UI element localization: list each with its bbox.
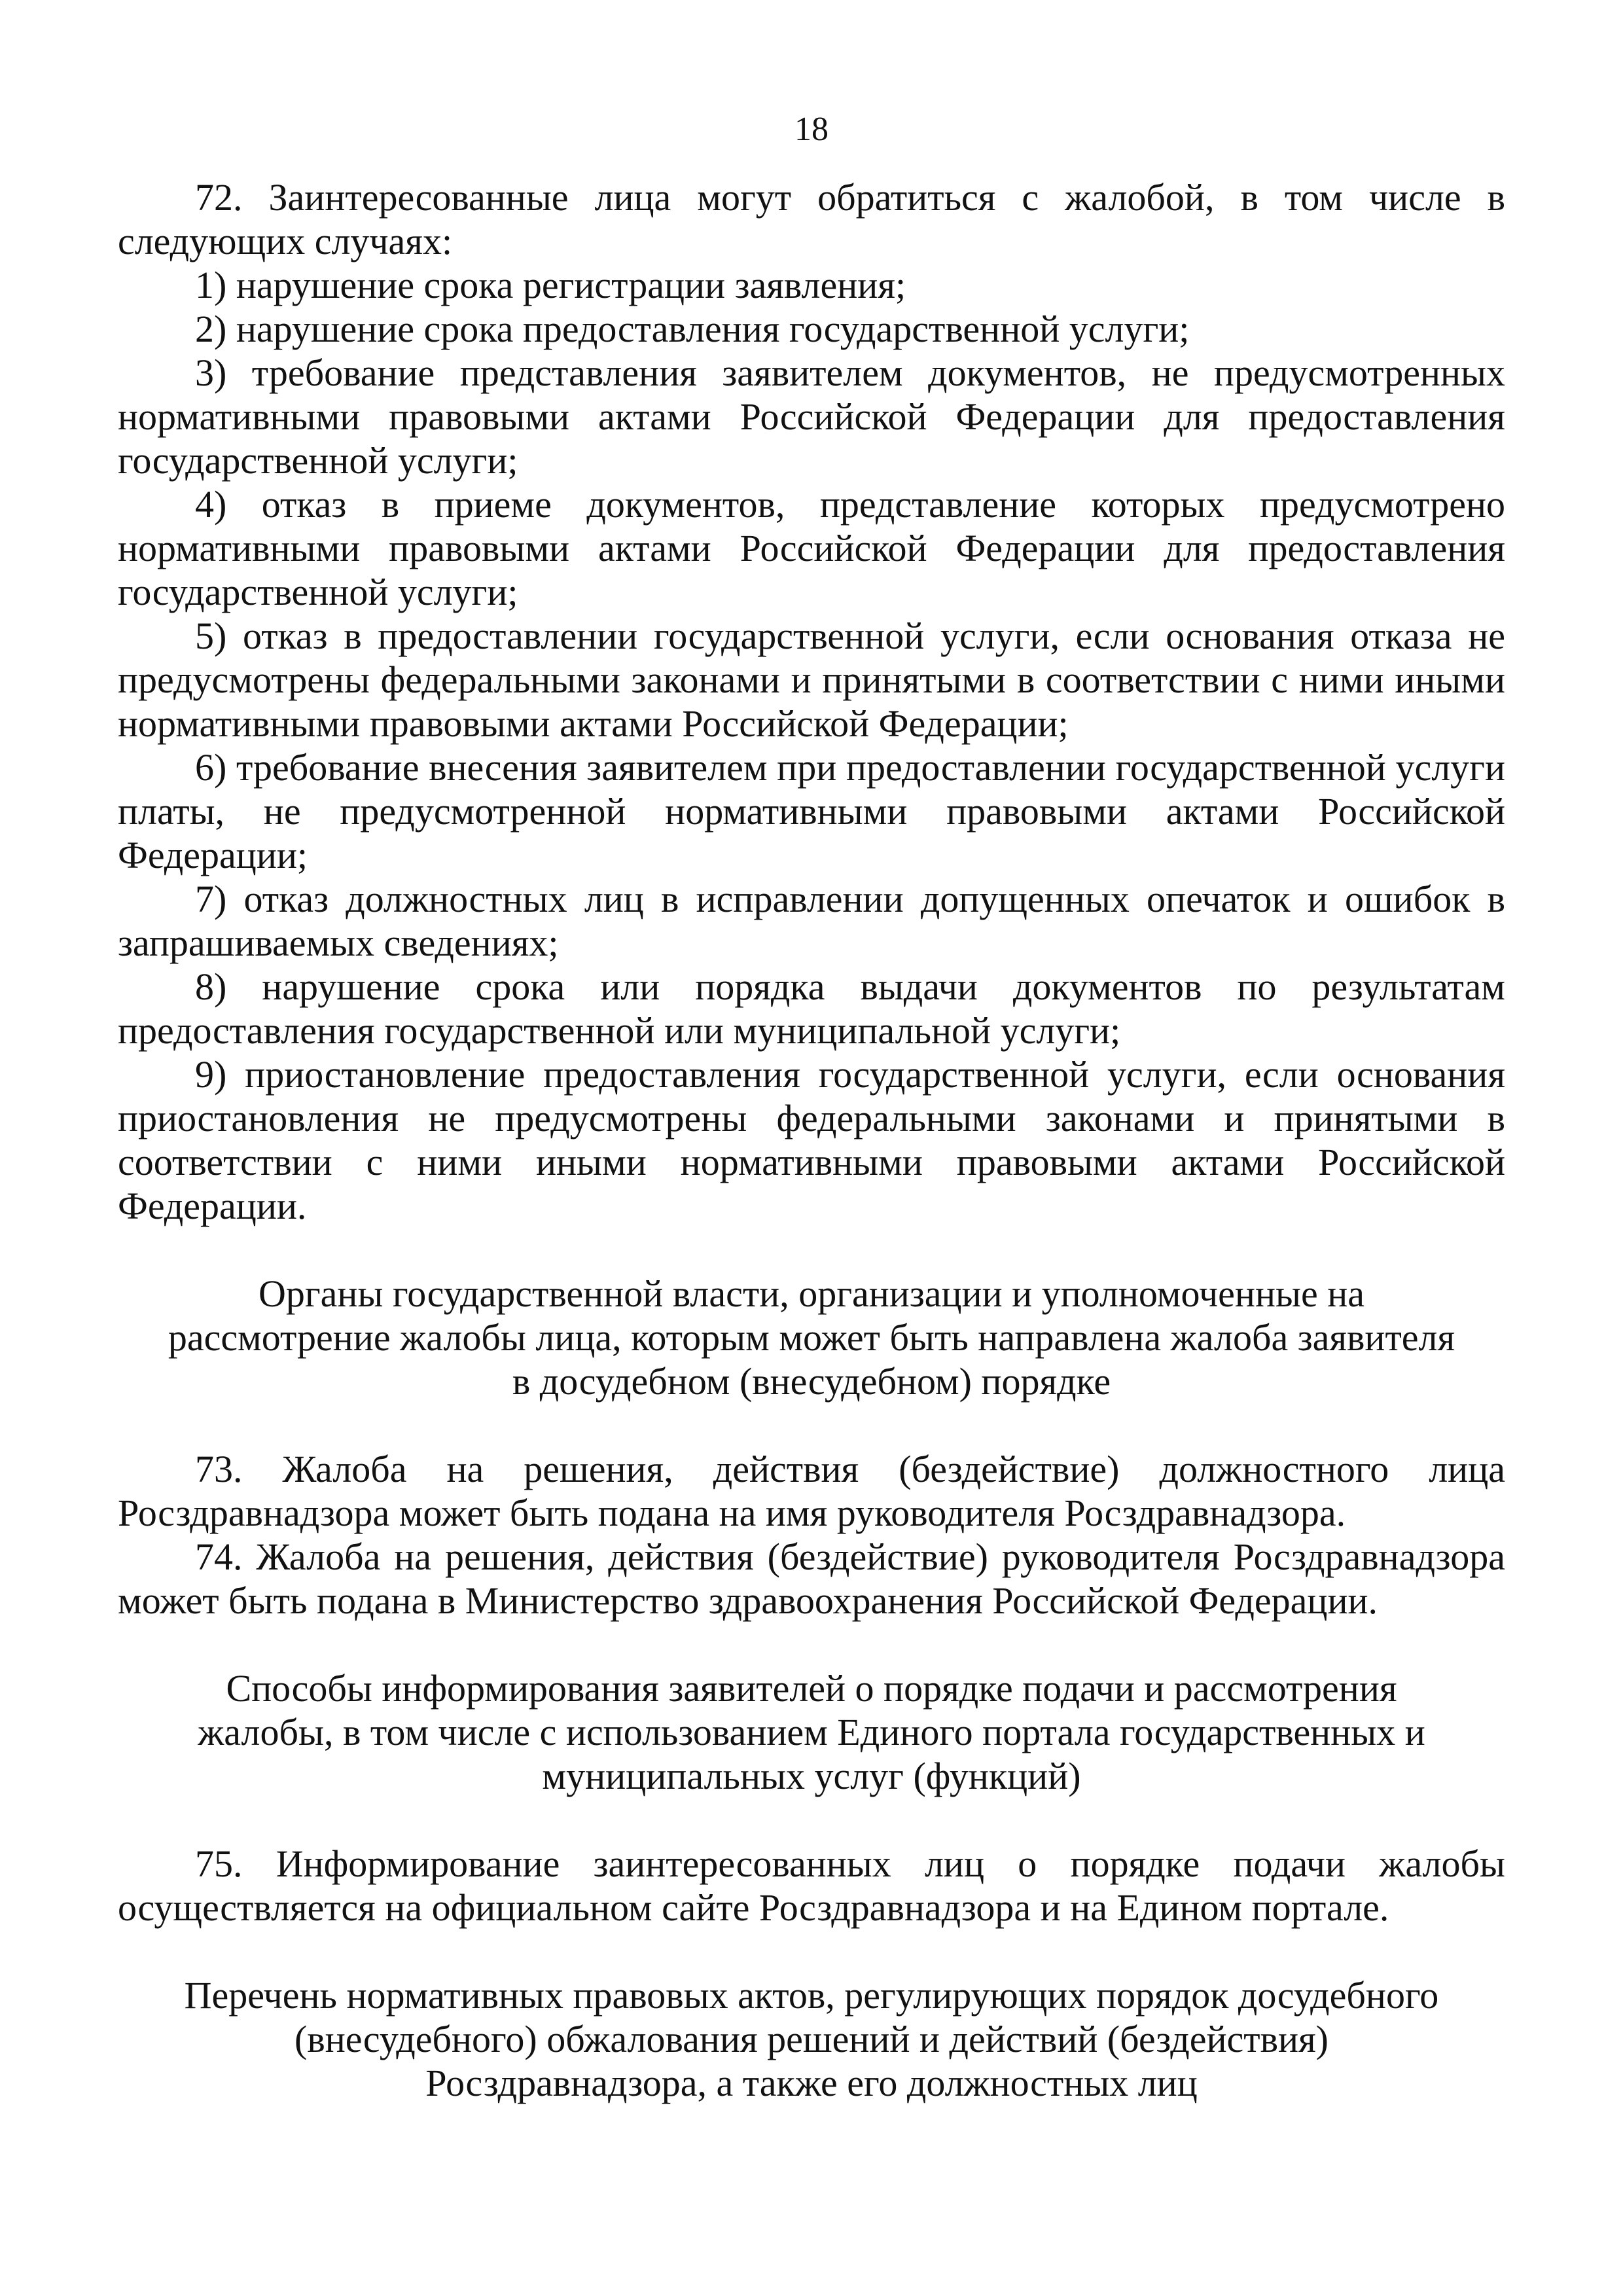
spacer (118, 1403, 1505, 1447)
paragraph-74: 74. Жалоба на решения, действия (бездействие) руководителя Росздравнадзора может быть подана в Министерство здравоохранения Российской Федерации. (118, 1535, 1505, 1622)
list-item-5: 5) отказ в предоставлении государственной услуги, если основания отказа не предусмотрены федеральными законами и принятыми в соответствии с ними иными нормативными правовыми актами Российской Федерации; (118, 615, 1505, 745)
list-item-8: 8) нарушение срока или порядка выдачи документов по результатам предоставления государственной или муниципальной услуги; (118, 965, 1505, 1052)
page-number: 18 (794, 111, 829, 148)
paragraph-75: 75. Информирование заинтересованных лиц о порядке подачи жалобы осуществляется на официальном сайте Росздравнадзора и на Едином портале. (118, 1842, 1505, 1929)
list-item-7: 7) отказ должностных лиц в исправлении допущенных опечаток и ошибок в запрашиваемых сведениях; (118, 878, 1505, 964)
spacer (118, 1623, 1505, 1666)
list-item-4: 4) отказ в приеме документов, представление которых предусмотрено нормативными правовыми актами Российской Федерации для предоставления государственной услуги; (118, 483, 1505, 613)
spacer (118, 1228, 1505, 1272)
paragraph-73: 73. Жалоба на решения, действия (бездействие) должностного лица Росздравнадзора может быть подана на имя руководителя Росздравнадзора. (118, 1448, 1505, 1534)
document-body (118, 175, 1505, 2105)
spacer (118, 1798, 1505, 1842)
section-heading-informing: Способы информирования заявителей о порядке подачи и рассмотрения жалобы, в том числе с использованием Единого портала государственных и муниципальных услуг (функций) (198, 1667, 1425, 1797)
list-item-3: 3) требование представления заявителем документов, не предусмотренных нормативными правовыми актами Российской Федерации для предоставления государственной услуги; (118, 351, 1505, 482)
list-item-6: 6) требование внесения заявителем при предоставлении государственной услуги платы, не предусмотренной нормативными правовыми актами Российской Федерации; (118, 746, 1505, 876)
section-heading-legal-acts: Перечень нормативных правовых актов, регулирующих порядок досудебного (внесудебного) обжалования решений и действий (бездействия) Росздравнадзора, а также его должностных лиц (184, 1974, 1439, 2104)
paragraph-72: 72. Заинтересованные лица могут обратиться с жалобой, в том числе в следующих случаях: (118, 176, 1505, 262)
list-item-9: 9) приостановление предоставления государственной услуги, если основания приостановления не предусмотрены федеральными законами и принятыми в соответствии с ними иными нормативными правовыми актами Российской Федерации. (118, 1053, 1505, 1227)
section-heading-authorities: Органы государственной власти, организации и уполномоченные на рассмотрение жалобы лица, которым может быть направлена жалоба заявителя в досудебном (внесудебном) порядке (168, 1272, 1455, 1403)
list-item-1: 1) нарушение срока регистрации заявления; (195, 264, 906, 306)
spacer (118, 1929, 1505, 1973)
list-item-2: 2) нарушение срока предоставления государственной услуги; (195, 308, 1190, 350)
